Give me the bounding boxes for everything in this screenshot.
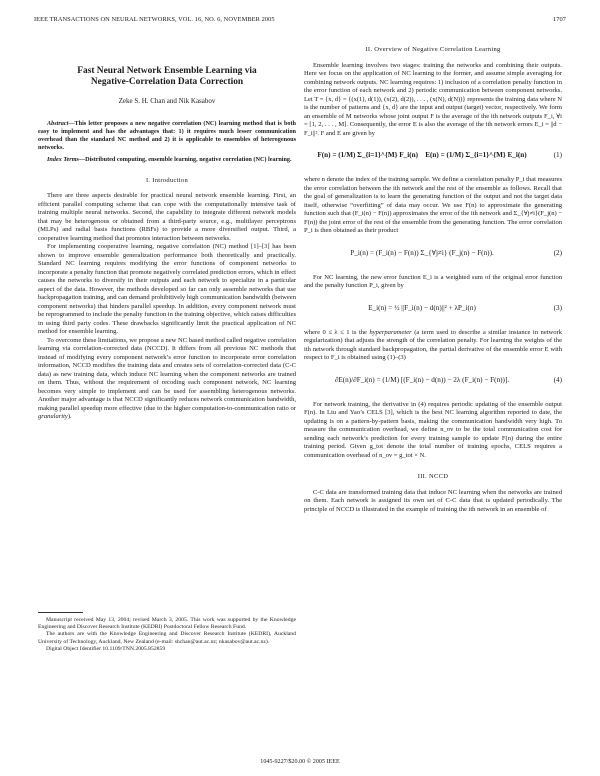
footnote: Digital Object Identifier 10.1109/TNN.2005.852859	[46, 645, 166, 652]
section-heading-nccd: III. NCCD	[417, 473, 449, 480]
copyright-footer: 1045-9227/$20.00 © 2005 IEEE	[260, 759, 340, 765]
footnotes	[38, 617, 296, 653]
paragraph: There are three aspects desirable for practical neural network ensemble learning. First, an efficient parallel computing scheme that can cope with the computationally intensive task of training multiple neural networks. Second, the capability to integrate different network models that may be heterogenous or obtained from a third-party source, e.g., multilayer perceptrons (MLPs) and radial basis functions (RBFs) to provide a more diversified output. Third, a cooperative learning method that promotes interaction between networks.	[38, 192, 296, 242]
footnote: Manuscript received May 13, 2004; revised March 3, 2005. This work was supported by the Knowledge Engineering and Discover Research Institute (KEDRI) Postdoctoral Fellow Research Fund.	[38, 617, 296, 631]
equation-1: F(n) = (1/M) Σ_{i=1}^{M} F_i(n) E(n) = (1/M) Σ_{i=1}^{M} E_i(n) (1)	[317, 151, 562, 159]
equation-3: E_i(n) = ½ ||F_i(n) − d(n)||² + λP_i(n) (3)	[368, 303, 562, 312]
paragraph: where n denote the index of the training sample. We define a correlation penalty P_i that measures the error correlation between the ith network and the rest of the ensemble as follows. Recall that the goal of generalization is to learn the generating function of the output and not the target data itself, otherwise “overfitting” of data may occur. We use F(n) to approximate the generating function such that (F_i(n) − F(n)) approximates the error of the ith network and Σ_{∀j≠i}(F_j(n) − F(n)) the joint error of the rest of the ensemble from the generating function. The error correlation P_i is then obtained as their product	[304, 176, 562, 234]
paragraph: where 0 ≤ λ ≤ 1 is the hyperparameter (a term used to describe a similar instance in network regularization) that adjusts the strength of the correlation penalty. For learning the weights of the ith network through standard backpropagation, the partial derivative of the ensemble error E with respect to F_i is obtained using (1)–(3)	[304, 328, 562, 361]
authors: Zeke S. H. Chan and Nik Kasabov	[118, 97, 216, 105]
page-number: 1707	[553, 16, 566, 23]
equation-2: P_i(n) = (F_i(n) − F(n)) Σ_{∀j≠i} (F_j(n) − F(n)). (2)	[350, 248, 562, 257]
footnote: The authors are with the Knowledge Engineering and Discover Research Institute (KEDRI), Auckland University of Technology, Auckland, New Zealand (e-mail: shchan@aut.ac.nz; nkasabov@aut.ac.nz).	[38, 631, 296, 645]
section-heading-introduction: I. Introduction	[145, 176, 189, 184]
journal-header: IEEE TRANSACTIONS ON NEURAL NETWORKS, VOL. 16, NO. 6, NOVEMBER 2005	[34, 16, 275, 23]
equation-4: ∂E(n)/∂F_i(n) = (1/M) [(F_i(n) − d(n)) − 2λ (F_i(n) − F(n))]. (4)	[334, 375, 562, 384]
equation-number: (1)	[553, 151, 562, 159]
footnote-rule	[38, 612, 83, 613]
paragraph: For implementing cooperative learning, negative correlation (NC) method [1]–[3] has been shown to improve ensemble generalization performance both theoretically and practically. Standard NC learning requires modifying the error functions of component networks to incorporate a penalty function that promote negatively correlated prediction errors, which in effect causes the networks to diversify in their outputs and each network to specialize in a particular aspect of the data. However, the methods developed so far can only assemble networks that use backpropagation training, and can demand prohibitively high communication bandwidth (between component networks) that hinders parallel speedup. In addition, every component network must be reprogrammed to include the penalty function in the training objective, which raises difficulties in using third party codes. These drawbacks significantly limit the practical application of NC method for ensemble learning.	[38, 243, 296, 335]
section-heading-overview: II. Overview of Negative Correlation Learning	[365, 46, 501, 53]
paragraph: For network training, the derivative in (4) requires periodic updating of the ensemble output F(n). In Liu and Yao’s CELS [3], which is the best NC learning algorithm reported to date, the updating is on a pattern-by-pattern basis, making the communication bandwidth very high. To measure the communication overhead, we define n_ov to be the total communication cost for sending each network’s prediction for every training sample to update F(n) during the entire training period. Given g_tot denote the total number of training epochs, CELS requires a communication overhead of n_ov = g_tot × N.	[304, 400, 562, 459]
running-header	[34, 16, 566, 28]
equation-number: (2)	[553, 248, 562, 257]
paragraph: For NC learning, the new error function E_i is a weighted sum of the original error function and the penalty function P_i, given by	[304, 273, 562, 289]
paper-title: Fast Neural Network Ensemble Learning via Negative-Correlation Data Correction	[77, 66, 257, 87]
paragraph: C-C data are transformed training data that induce NC learning when the networks are trained on them. Each network is assigned its own set of C-C data that is updated periodically. The principle of NCCD is illustrated in the example of training the ith network in an ensemble of	[304, 488, 562, 513]
equation-number: (3)	[553, 303, 562, 312]
index-terms: Index Terms—Distributed computing, ensemble learning, negative correlation (NC) learning.	[47, 155, 292, 163]
paragraph: To overcome these limitations, we propose a new NC based method called negative correlation learning via correlation-corrected data (NCCD). It differs from all previous NC methods that instead of modifying every component network’s error function to incorporate error correlation information, NCCD modifies the training data and creates sets of correlation-corrected data (C-C data) as new training data, which induce NC learning when the component networks are trained on them. Thus, without the requirement of recoding each component network, NC learning becomes very simple to implement and can be used for assembling heterogenous networks. Another major advantage is that NCCD significantly reduces network communication bandwidth, making parallel speedup more effective (due to the higher computation-to-communication ratio or granularity).	[38, 336, 296, 420]
paragraph: Ensemble learning involves two stages: training the networks and combining their outputs. Here we focus on the application of NC learning to the former, and assume simple averaging for combining network outputs. NC learning requires: 1) inclusion of a correlation penalty function in the error function of each network and 2) periodic communication between component networks. Let T = {x, d} = {(x(1), d(1)), (x(2), d(2)), . . . , (x(N), d(N))} represents the training data where N is the number of patterns and {x, d} are the input and output (target) vector, respectively. We form an ensemble of M networks whose joint output F is the average of the ith network outputs F_i, ∀i = [1, 2, . . . , M]. Consequently, the error E is also the average of the ith network errors E_i = ||d − F_i||². F and E are given by	[304, 61, 562, 137]
right-column	[304, 46, 562, 514]
abstract: Abstract—This letter proposes a new negative correlation (NC) learning method that is both easy to implement and has the advantages that: 1) it requires much lesser communication overhead than the standard NC method and 2) it is applicable to ensembles of heterogenous networks.	[38, 119, 296, 151]
left-column	[38, 46, 296, 422]
equation-number: (4)	[553, 375, 562, 384]
